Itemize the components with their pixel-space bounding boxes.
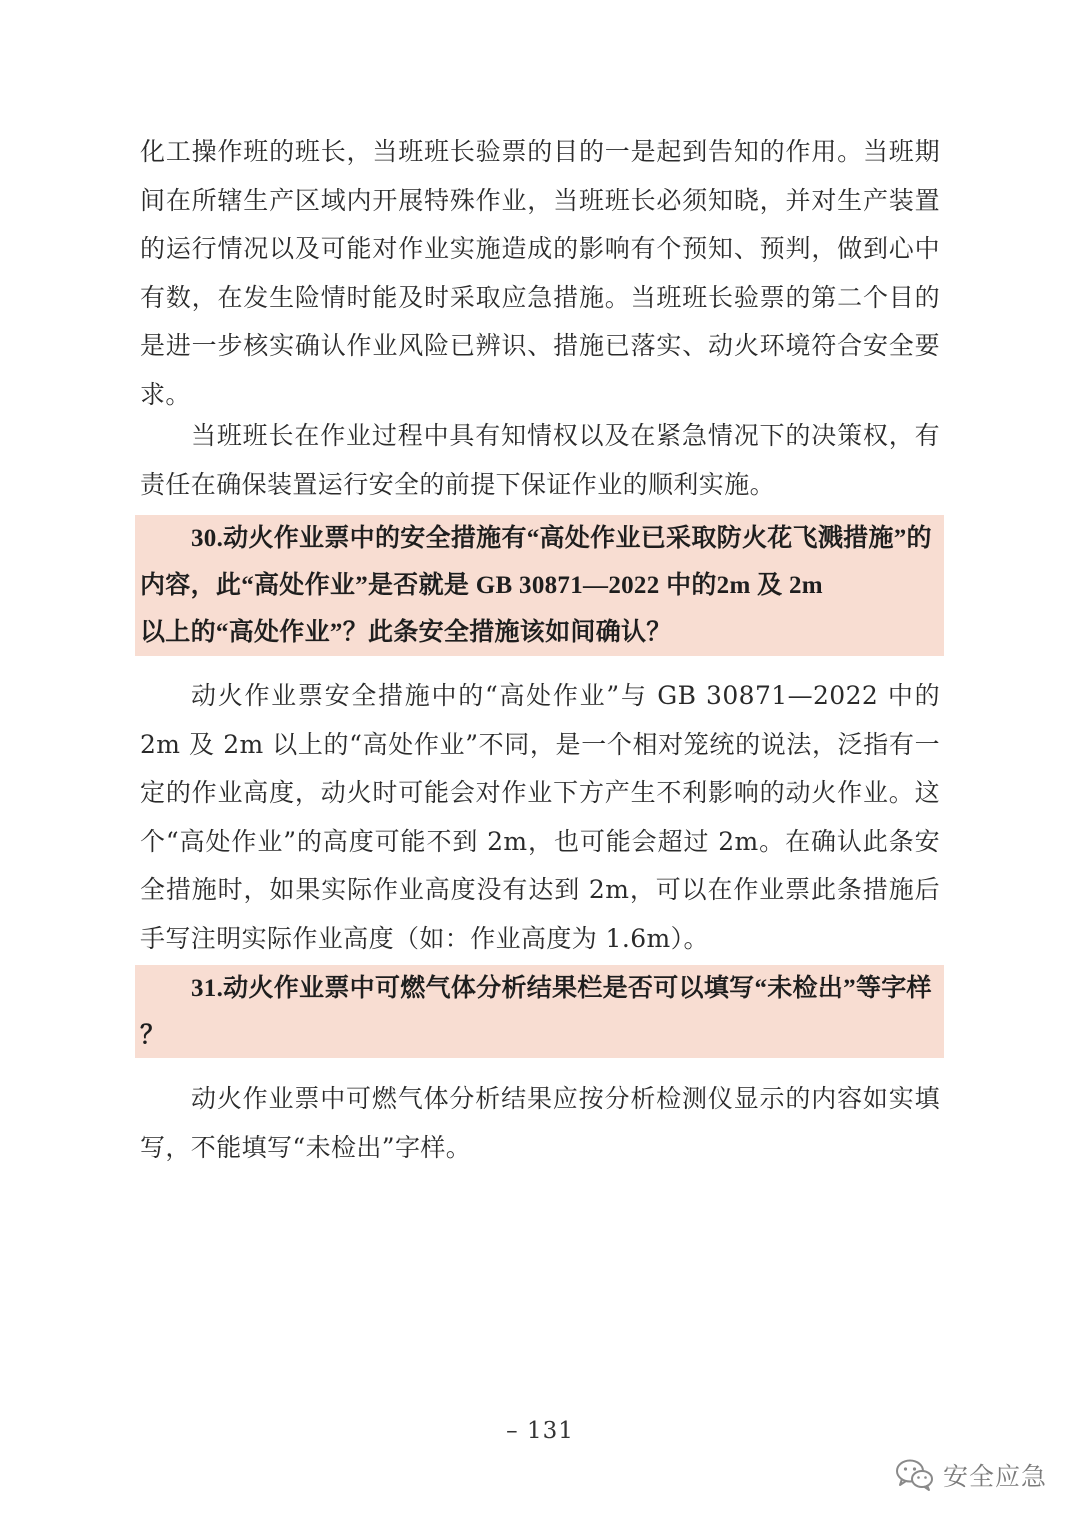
question-31-line-1: 31.动火作业票中可燃气体分析结果栏是否可以填写“未检出”等字样 bbox=[191, 975, 932, 1002]
question-31-box bbox=[135, 965, 944, 1058]
paragraph-team-leader-rights: 当班班长在作业过程中具有知情权以及在紧急情况下的决策权，有责任在确保装置运行安全的前提下保证作业的顺利实施。 bbox=[140, 421, 940, 499]
question-30-line-2: 内容，此“高处作业”是否就是 GB 30871—2022 中的2m 及 2m bbox=[140, 572, 823, 599]
question-31-line-2: ？ bbox=[140, 1022, 166, 1049]
answer-31-paragraph: 动火作业票中可燃气体分析结果应按分析检测仪显示的内容如实填写，不能填写“未检出”字样。 bbox=[140, 1084, 940, 1162]
paragraph-team-leader-verification: 化工操作班的班长，当班班长验票的目的一是起到告知的作用。当班期间在所辖生产区域内开展特殊作业，当班班长必须知晓，并对生产装置的运行情况以及可能对作业实施造成的影响有个预知、预判，做到心中有数，在发生险情时能及时采取应急措施。当班班长验票的第二个目的是进一步核实确认作业风险已辨识、措施已落实、动火环境符合安全要求。 bbox=[140, 137, 940, 409]
question-30-line-3: 以上的“高处作业”？此条安全措施该如间确认？ bbox=[140, 619, 672, 646]
wechat-icon bbox=[895, 1458, 935, 1492]
page-number: – 131 bbox=[506, 1418, 574, 1444]
source-watermark bbox=[895, 1452, 1047, 1498]
answer-30-paragraph: 动火作业票安全措施中的“高处作业”与 GB 30871—2022 中的 2m 及 2m 以上的“高处作业”不同，是一个相对笼统的说法，泛指有一定的作业高度，动火时可能会对作业下方产生不利影响的动火作业。这个“高处作业”的高度可能不到 2m，也可能会超过 2m。在确认此条安全措施时，如果实际作业高度没有达到 2m，可以在作业票此条措施后手写注明实际作业高度（如：作业高度为 1.6m）。 bbox=[140, 681, 940, 953]
question-30-line-1: 30.动火作业票中的安全措施有“高处作业已采取防火花飞溅措施”的 bbox=[191, 525, 932, 552]
question-30-box bbox=[135, 515, 944, 656]
question-31-text bbox=[140, 965, 940, 1059]
question-30-text bbox=[140, 515, 940, 656]
watermark-text: 安全应急 bbox=[943, 1462, 1048, 1491]
